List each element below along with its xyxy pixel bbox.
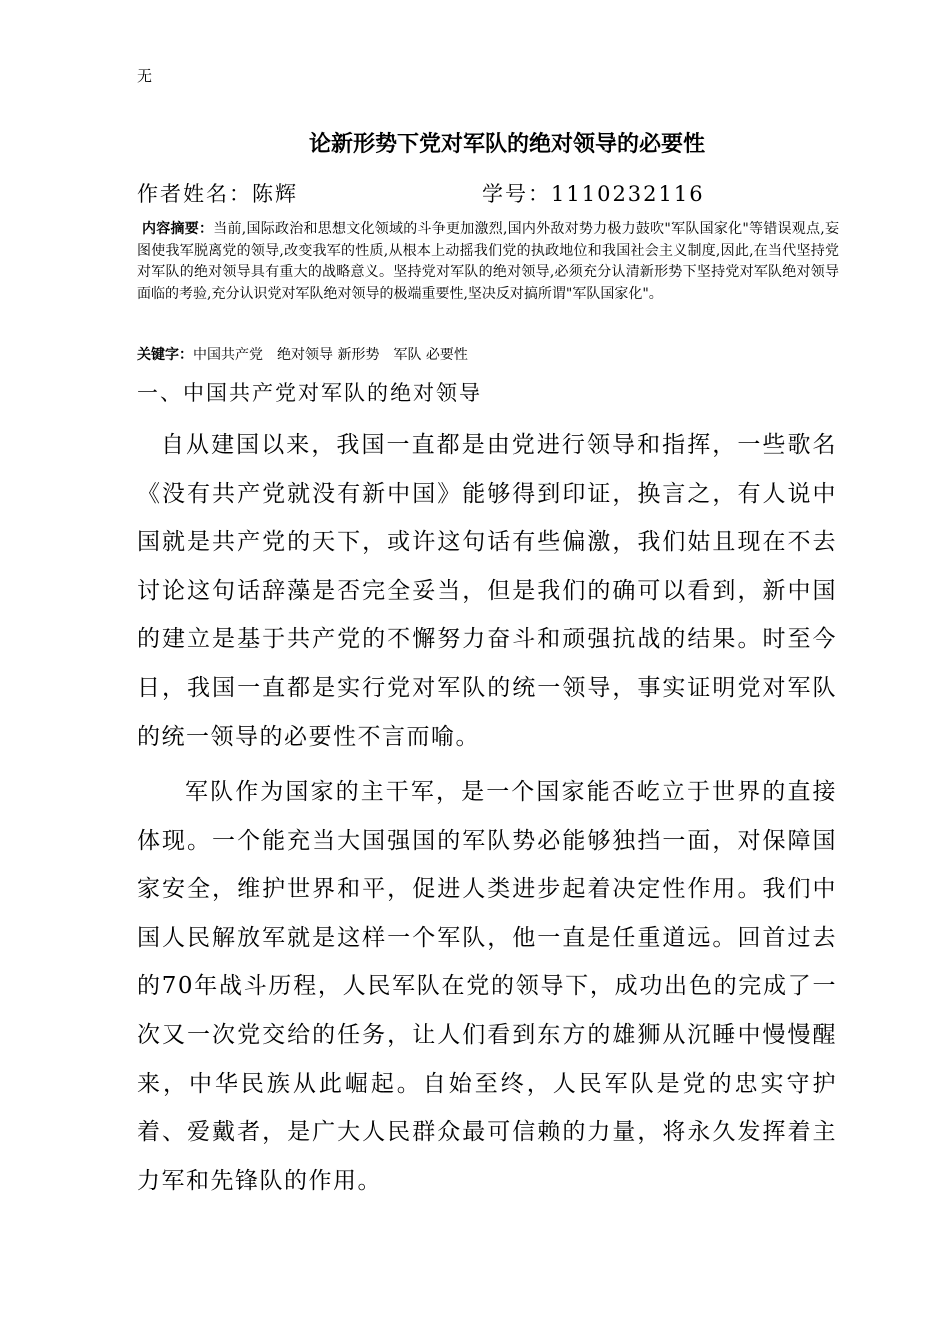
- page-title: 论新形势下党对军队的绝对领导的必要性: [308, 131, 705, 157]
- author-name: 陈辉: [252, 182, 298, 206]
- keywords-text: 中国共产党 绝对领导 新形势 军队 必要性: [193, 347, 468, 363]
- section-heading: 一、中国共产党对军队的绝对领导: [137, 381, 482, 405]
- keywords: [137, 345, 839, 365]
- student-id-info: [482, 178, 705, 210]
- body-paragraph-1: 自从建国以来，我国一直都是由党进行领导和指挥，一些歌名《没有共产党就没有新中国》能够得到印证，换言之，有人说中国就是共产党的天下，或许这句话有些偏激，我们姑且现在不去讨论这句话辞藻是否完全妥当，但是我们的确可以看到，新中国的建立是基于共产党的不懈努力奋斗和顽强抗战的结果。时至今日，我国一直都是实行党对军队的统一领导，事实证明党对军队的统一领导的必要性不言而喻。: [137, 432, 837, 750]
- abstract-label: 内容摘要：: [142, 221, 214, 237]
- header-mark: 无: [137, 67, 153, 85]
- author-label: 作者姓名：: [137, 182, 252, 206]
- body-paragraph-2: 军队作为国家的主干军，是一个国家能否屹立于世界的直接体现。一个能充当大国强国的军队势必能够独挡一面，对保障国家安全，维护世界和平，促进人类进步起着决定性作用。我们中国人民解放军就是这样一个军队，他一直是任重道远。回首过去的70年战斗历程，人民军队在党的领导下，成功出色的完成了一次又一次党交给的任务，让人们看到东方的雄狮从沉睡中慢慢醒来，中华民族从此崛起。自始至终，人民军队是党的忠实守护着、爱戴者，是广大人民群众最可信赖的力量，将永久发挥着主力军和先锋队的作用。: [137, 779, 837, 1194]
- abstract-text: 当前,国际政治和思想文化领域的斗争更加激烈,国内外敌对势力极力鼓吹"军队国家化"等错误观点,妄图使我军脱离党的领导,改变我军的性质,从根本上动摇我们党的执政地位和我国社会主义制度,因此,在当代坚持党对军队的绝对领导具有重大的战略意义。坚持党对军队的绝对领导,必须充分认清新形势下坚持党对军队绝对领导面临的考验,充分认识党对军队绝对领导的极端重要性,坚决反对搞所谓"军队国家化"。: [137, 221, 840, 302]
- author-info: [137, 178, 298, 210]
- student-id: 1110232116: [551, 182, 705, 206]
- author-line: [137, 178, 837, 210]
- student-id-label: 学号：: [482, 182, 551, 206]
- abstract: [137, 219, 839, 305]
- keywords-label: 关键字：: [137, 347, 193, 363]
